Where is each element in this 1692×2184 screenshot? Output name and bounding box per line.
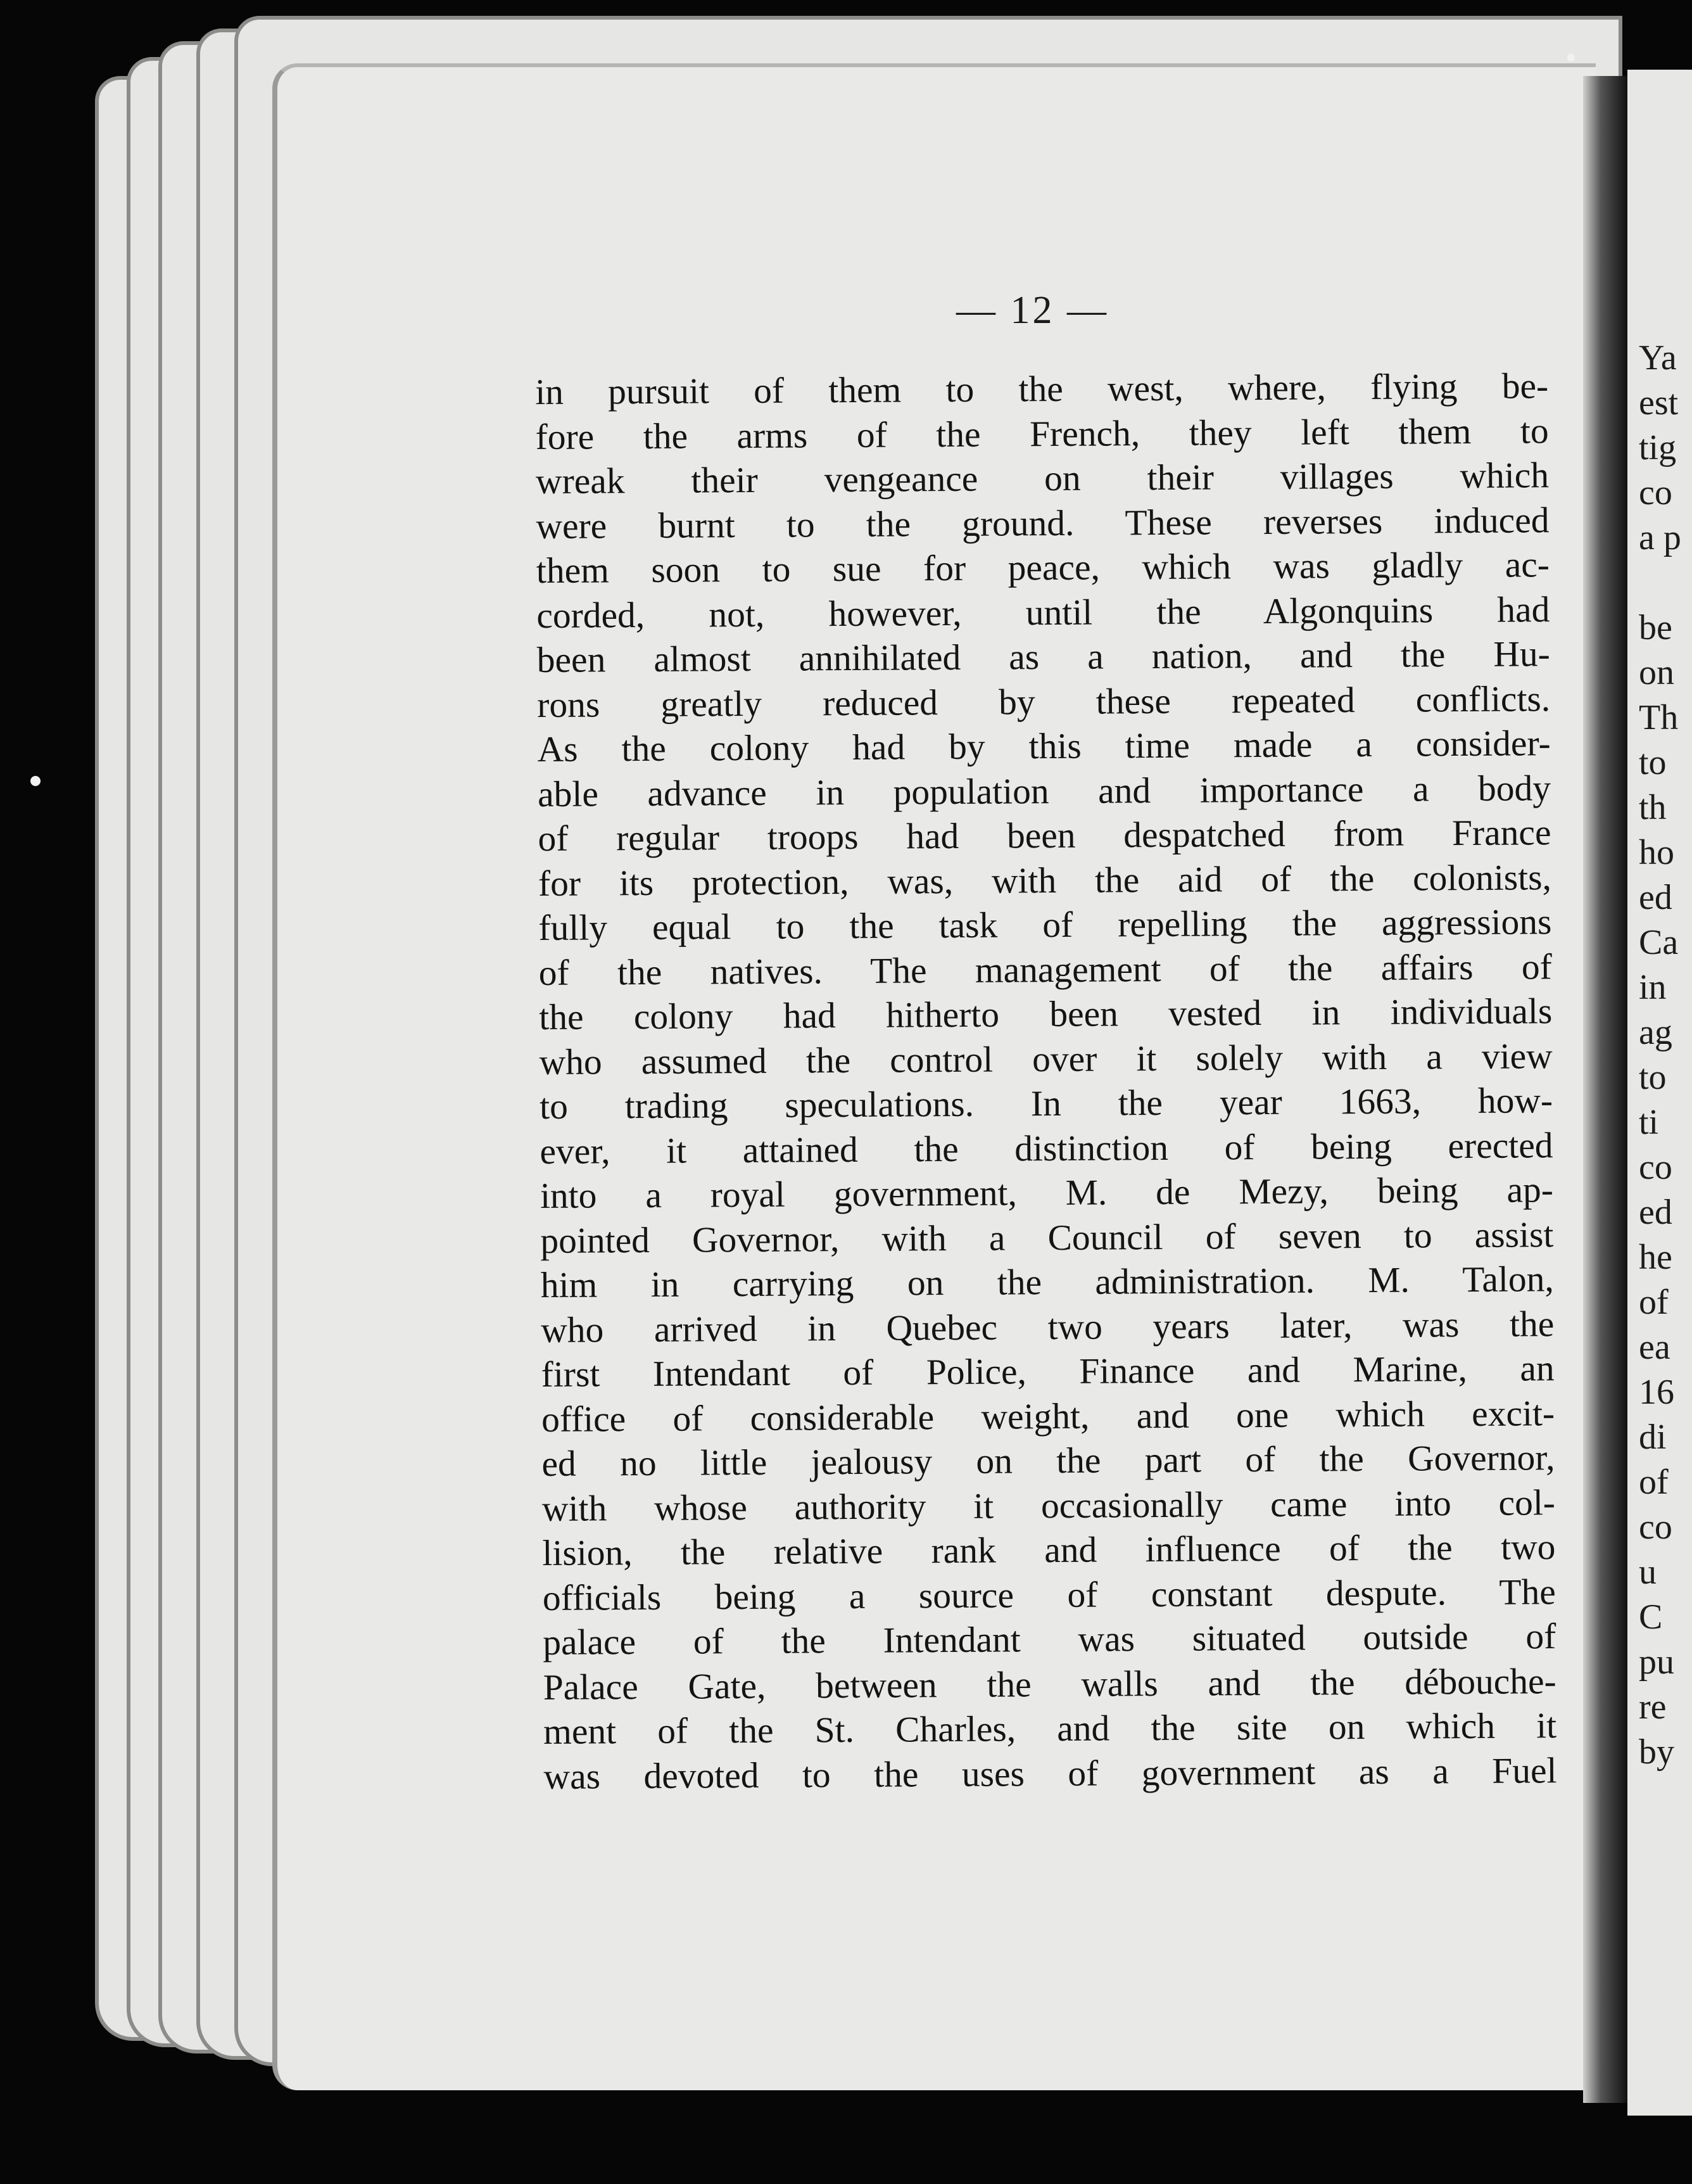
page-number: — 12 —: [956, 289, 1109, 332]
facing-page-line: u: [1639, 1552, 1657, 1592]
facing-page-line: Ca: [1639, 923, 1679, 962]
scan-speck: [30, 776, 41, 786]
text-line: to trading speculations. In the year 1663, how-: [539, 1081, 1553, 1127]
facing-page-text: [1639, 336, 1681, 1775]
text-line: ever, it attained the distinction of being erected: [540, 1125, 1553, 1172]
text-line: office of considerable weight, and one which excit-: [541, 1393, 1555, 1440]
facing-page-line: to: [1639, 1058, 1667, 1097]
text-line: were burnt to the ground. These reverses induced: [536, 500, 1550, 547]
text-line: who assumed the control over it solely with a view: [539, 1036, 1553, 1082]
facing-page-line: a p: [1639, 518, 1681, 557]
facing-page-line: di: [1639, 1418, 1667, 1457]
facing-page-line: to: [1639, 743, 1667, 782]
facing-page-line: of: [1639, 1283, 1669, 1322]
facing-page-line: co: [1639, 1508, 1672, 1547]
scan-speck: [1567, 54, 1575, 61]
facing-page-line: by: [1639, 1732, 1674, 1772]
facing-page-line: C: [1639, 1597, 1663, 1637]
facing-page-line: in: [1639, 968, 1667, 1007]
text-line: palace of the Intendant was situated outside of: [543, 1616, 1556, 1663]
text-line: into a royal government, M. de Mezy, being ap-: [540, 1170, 1554, 1216]
text-line: in pursuit of them to the west, where, flying be-: [535, 366, 1549, 412]
text-line: ment of the St. Charles, and the site on which it: [543, 1706, 1557, 1752]
text-line: corded, not, however, until the Algonquins had: [536, 589, 1550, 636]
text-line: lision, the relative rank and influence of the two: [542, 1527, 1556, 1573]
facing-page-line: ed: [1639, 878, 1672, 917]
facing-page-line: Th: [1639, 698, 1679, 737]
facing-page-line: pu: [1639, 1642, 1674, 1682]
facing-page-line: ti: [1639, 1103, 1659, 1142]
text-line: with whose authority it occasionally came into col-: [541, 1482, 1556, 1529]
facing-page-line: co: [1639, 473, 1672, 512]
facing-page-line: of: [1639, 1463, 1669, 1502]
text-line: first Intendant of Police, Finance and Marine, an: [541, 1349, 1555, 1395]
facing-page-line: be: [1639, 608, 1672, 647]
book-gutter: [1583, 76, 1627, 2103]
text-line: As the colony had by this time made a consider-: [537, 723, 1551, 770]
facing-page-line: ag: [1639, 1013, 1672, 1052]
body-text: [535, 364, 1557, 1800]
text-line: been almost annihilated as a nation, and the Hu-: [536, 634, 1550, 680]
facing-page-line: th: [1639, 788, 1667, 827]
text-line: fully equal to the task of repelling the aggressions: [538, 902, 1552, 948]
text-line: for its protection, was, with the aid of the colonists,: [538, 857, 1552, 904]
text-line: fore the arms of the French, they left them to: [535, 410, 1549, 457]
facing-page-line: re: [1639, 1687, 1667, 1727]
facing-page-line: est: [1639, 383, 1679, 422]
facing-page-line: co: [1639, 1148, 1672, 1187]
text-line: them soon to sue for peace, which was gladly ac-: [536, 545, 1550, 591]
facing-page-line: he: [1639, 1238, 1672, 1277]
text-line: Palace Gate, between the walls and the débouche-: [543, 1661, 1556, 1708]
facing-page-line: Ya: [1639, 338, 1677, 378]
text-line: was devoted to the uses of government as a Fuel: [543, 1750, 1557, 1797]
facing-page-line: tig: [1639, 428, 1677, 467]
facing-page-line: ea: [1639, 1328, 1670, 1367]
text-line: rons greatly reduced by these repeated conflicts.: [537, 678, 1551, 725]
facing-page: [1627, 70, 1692, 2116]
text-line: wreak their vengeance on their villages which: [535, 455, 1550, 502]
text-line: pointed Governor, with a Council of seven to assist: [540, 1214, 1554, 1261]
text-line: the colony had hitherto been vested in individuals: [539, 991, 1553, 1038]
facing-page-line: [1639, 561, 1681, 606]
text-line: of regular troops had been despatched from France: [538, 813, 1551, 859]
facing-page-line: ho: [1639, 833, 1674, 872]
facing-page-line: on: [1639, 653, 1674, 692]
facing-page-line: 16: [1639, 1373, 1674, 1412]
text-line: able advance in population and importance a body: [537, 768, 1551, 815]
text-line: him in carrying on the administration. M. Talon,: [540, 1259, 1554, 1305]
text-line: of the natives. The management of the affairs of: [538, 946, 1552, 993]
text-line: who arrived in Quebec two years later, was the: [541, 1304, 1555, 1350]
text-line: ed no little jealousy on the part of the Governor,: [541, 1438, 1555, 1484]
facing-page-line: ed: [1639, 1193, 1672, 1232]
text-line: officials being a source of constant despute. The: [542, 1571, 1556, 1618]
